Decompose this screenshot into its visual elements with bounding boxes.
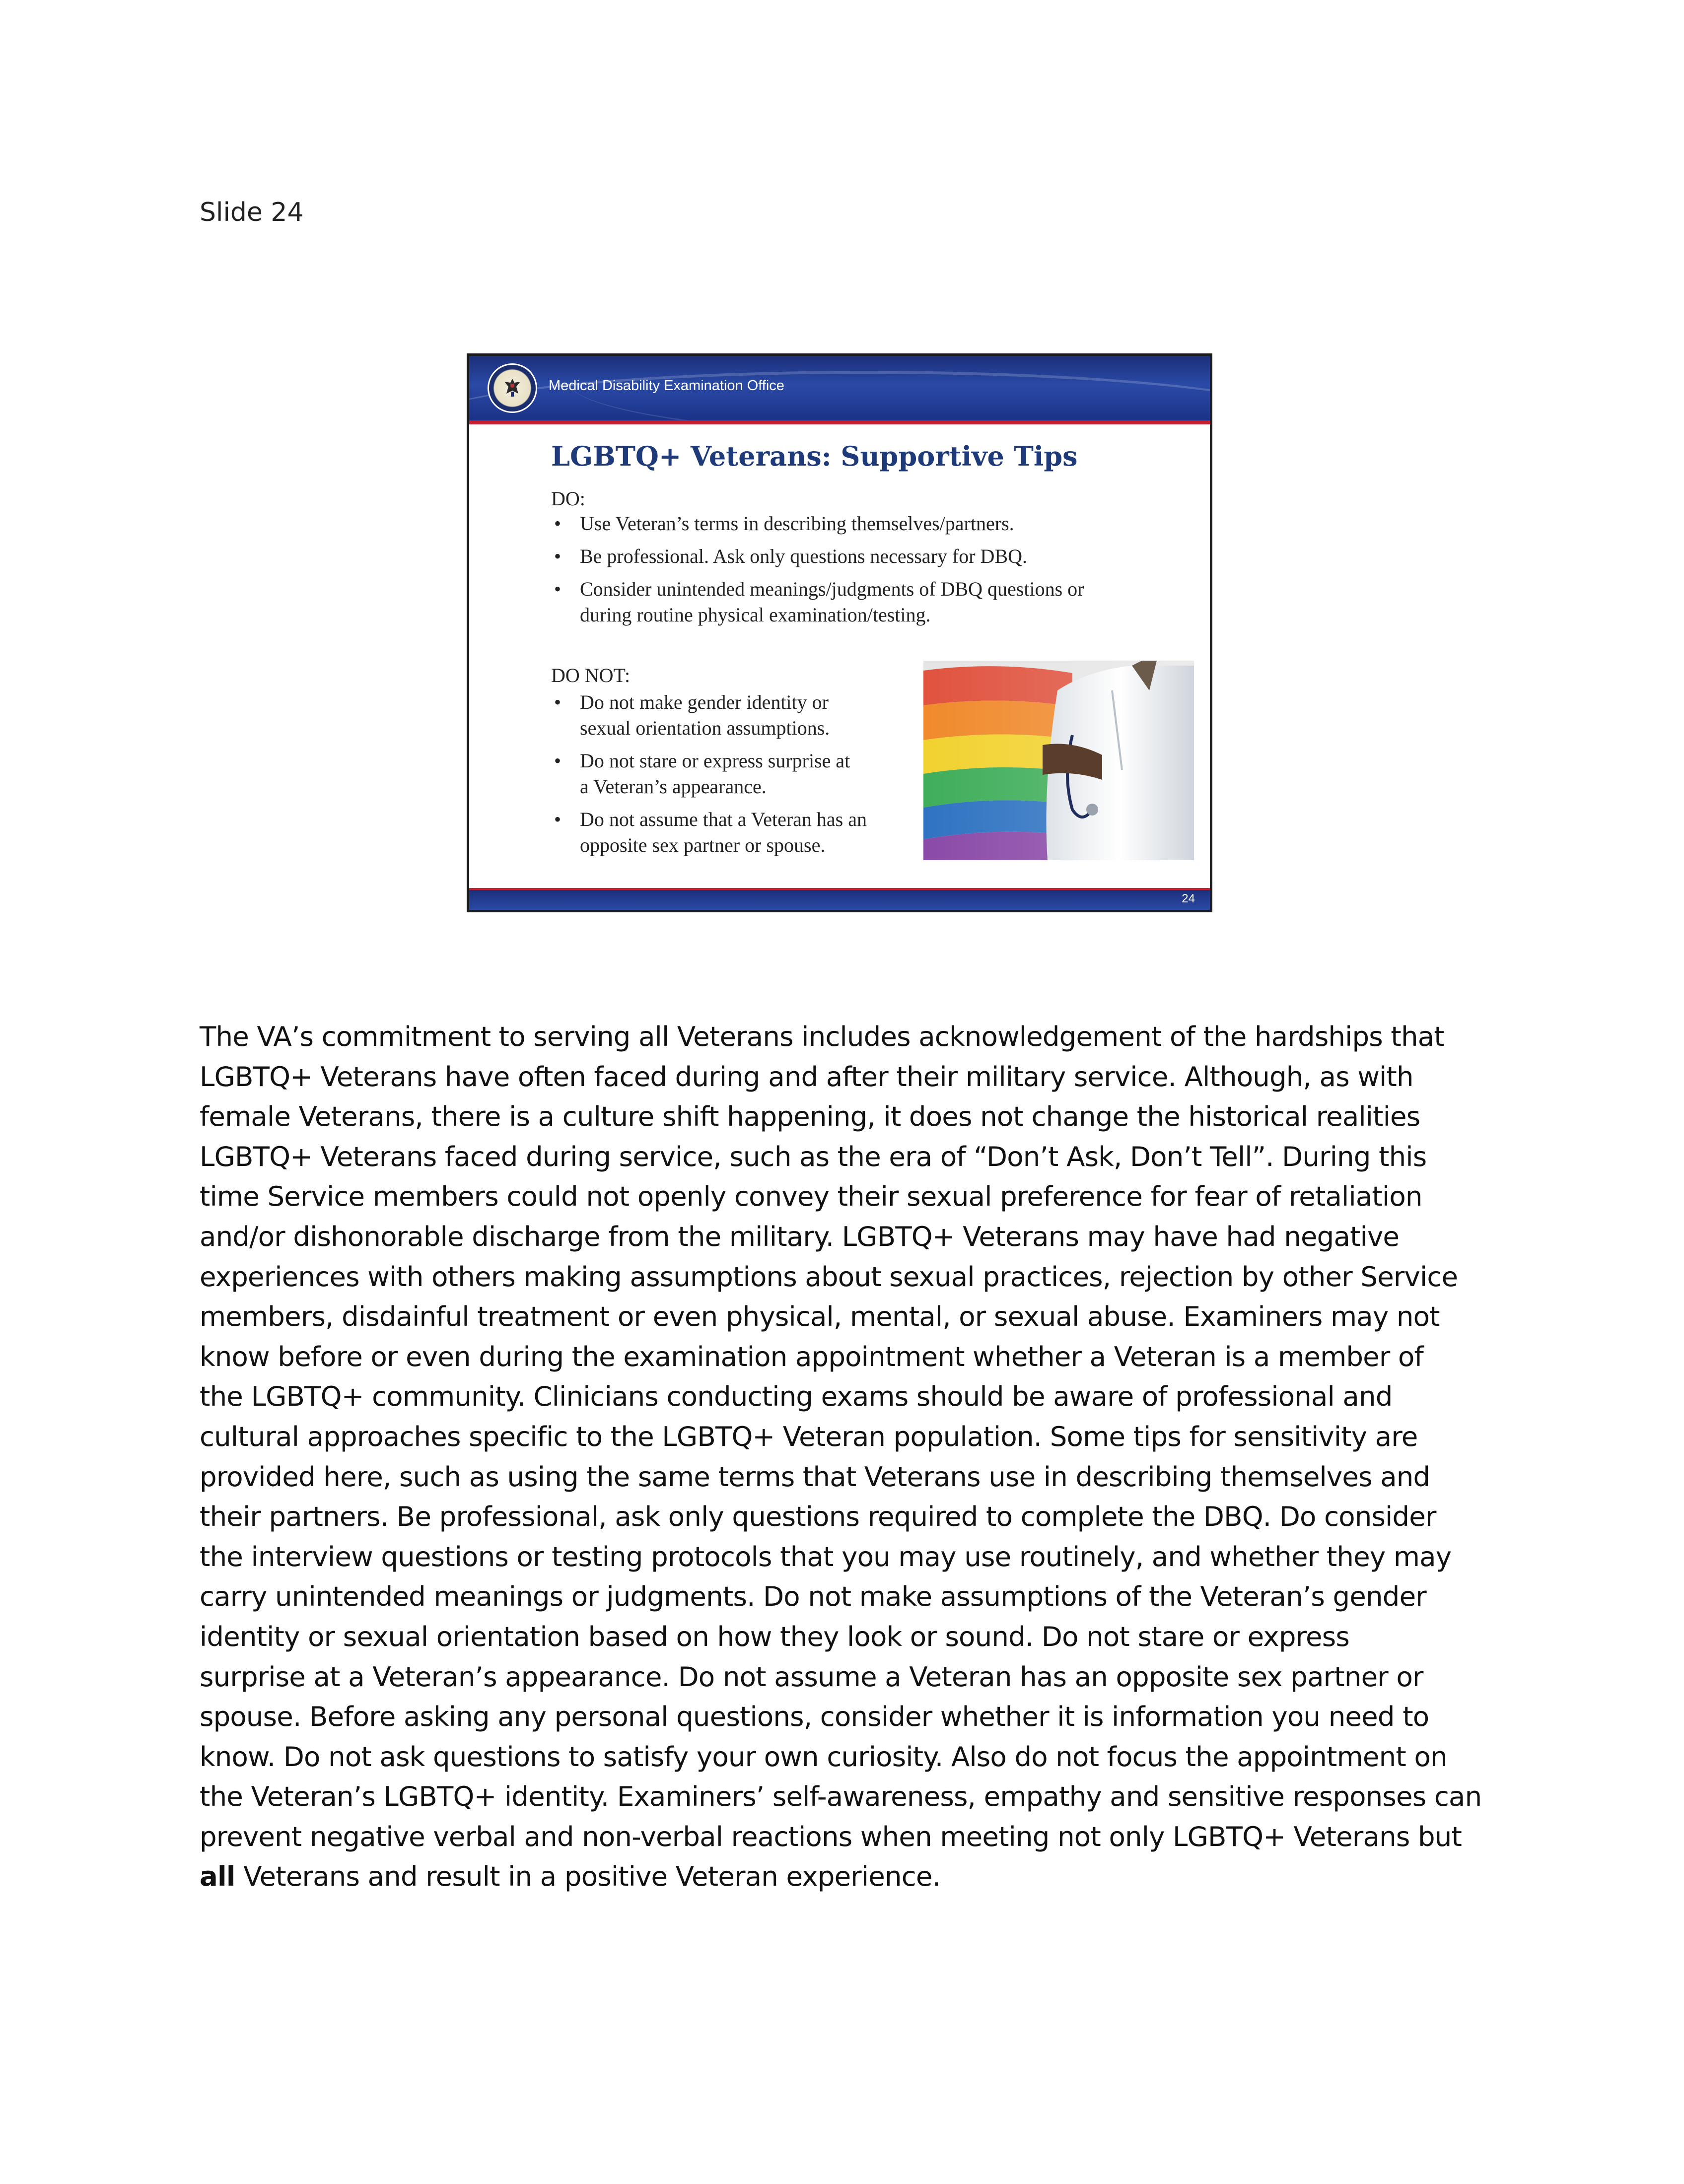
- emphasis-all: all: [200, 1860, 235, 1893]
- text-line: female Veterans, there is a culture shift happening, it does not change the historical realities: [200, 1100, 1420, 1133]
- text-line: the Veteran’s LGBTQ+ identity. Examiners’ self-awareness, empathy and sensitive responses can: [200, 1780, 1482, 1813]
- list-item: • Do not make gender identity or sexual orientation assumptions.: [551, 689, 894, 741]
- text-line: cultural approaches specific to the LGBTQ+ Veteran population. Some tips for sensitivity are: [200, 1420, 1418, 1452]
- text-line: identity or sexual orientation based on how they look or sound. Do not stare or express: [200, 1620, 1349, 1652]
- list-item: • Do not assume that a Veteran has an opposite sex partner or spouse.: [551, 807, 894, 858]
- text-line: provided here, such as using the same terms that Veterans use in describing themselves and: [200, 1460, 1430, 1493]
- do-label: DO:: [551, 487, 585, 510]
- text-line: spouse. Before asking any personal questions, consider whether it is information you need to: [200, 1701, 1429, 1733]
- bullet-icon: •: [554, 545, 561, 567]
- bullet-icon: •: [554, 691, 561, 713]
- list-item: • Use Veteran’s terms in describing themselves/partners.: [551, 511, 1157, 537]
- text-line: their partners. Be professional, ask only questions required to complete the DBQ. Do consider: [200, 1501, 1436, 1533]
- bullet-icon: •: [554, 578, 561, 600]
- pride-flag-illustration: [923, 661, 1194, 860]
- do-list: [551, 511, 1157, 635]
- text-line: time Service members could not openly convey their sexual preference for fear of retaliation: [200, 1180, 1422, 1213]
- speaker-notes-paragraph: [200, 1017, 1490, 1897]
- donot-list: [551, 689, 894, 865]
- slide-thumbnail: [467, 353, 1212, 912]
- text-line: members, disdainful treatment or even physical, mental, or sexual abuse. Examiners may not: [200, 1300, 1440, 1333]
- text-line: carry unintended meanings or judgments. Do not make assumptions of the Veteran’s gender: [200, 1580, 1426, 1613]
- list-item: • Do not stare or express surprise at a Veteran’s appearance.: [551, 748, 894, 800]
- slide-footer: [469, 888, 1210, 910]
- text-line: experiences with others making assumptions about sexual practices, rejection by other Service: [200, 1260, 1458, 1293]
- text-line: and/or dishonorable discharge from the military. LGBTQ+ Veterans may have had negative: [200, 1220, 1400, 1252]
- org-name: Medical Disability Examination Office: [549, 378, 784, 394]
- text-line: The VA’s commitment to serving all Veterans includes acknowledgement of the hardships that: [200, 1021, 1444, 1052]
- text-line: the interview questions or testing protocols that you may use routinely, and whether they may: [200, 1540, 1452, 1572]
- pride-flag-clinician-image: [923, 661, 1194, 860]
- eagle-icon: [502, 377, 522, 399]
- slide-header: [469, 356, 1210, 420]
- bullet-icon: •: [554, 750, 561, 772]
- list-item: • Consider unintended meanings/judgments of DBQ questions or during routine physical examination/testing.: [551, 576, 1157, 628]
- text-line: know. Do not ask questions to satisfy your own curiosity. Also do not focus the appointment on: [200, 1740, 1447, 1773]
- bullet-icon: •: [554, 808, 561, 830]
- text-line: LGBTQ+ Veterans have often faced during and after their military service. Although, as with: [200, 1060, 1413, 1092]
- slide-label: Slide 24: [200, 198, 304, 227]
- text-line: prevent negative verbal and non-verbal reactions when meeting not only LGBTQ+ Veterans but: [200, 1820, 1462, 1852]
- bullet-icon: •: [554, 512, 561, 535]
- slide-page-number: 24: [1182, 892, 1195, 905]
- text-line-last: all Veterans and result in a positive Veteran experience.: [200, 1860, 941, 1893]
- text-line: LGBTQ+ Veterans faced during service, such as the era of “Don’t Ask, Don’t Tell”. During this: [200, 1140, 1427, 1172]
- header-accent-rule: [469, 420, 1210, 424]
- slide-title: LGBTQ+ Veterans: Supportive Tips: [551, 440, 1078, 472]
- text-line: know before or even during the examination appointment whether a Veteran is a member of: [200, 1340, 1423, 1372]
- text-line: the LGBTQ+ community. Clinicians conducting exams should be aware of professional and: [200, 1380, 1393, 1413]
- list-item: • Be professional. Ask only questions necessary for DBQ.: [551, 544, 1157, 569]
- donot-label: DO NOT:: [551, 664, 631, 686]
- text-line: surprise at a Veteran’s appearance. Do not assume a Veteran has an opposite sex partner or: [200, 1660, 1423, 1693]
- va-seal-logo: [489, 365, 536, 411]
